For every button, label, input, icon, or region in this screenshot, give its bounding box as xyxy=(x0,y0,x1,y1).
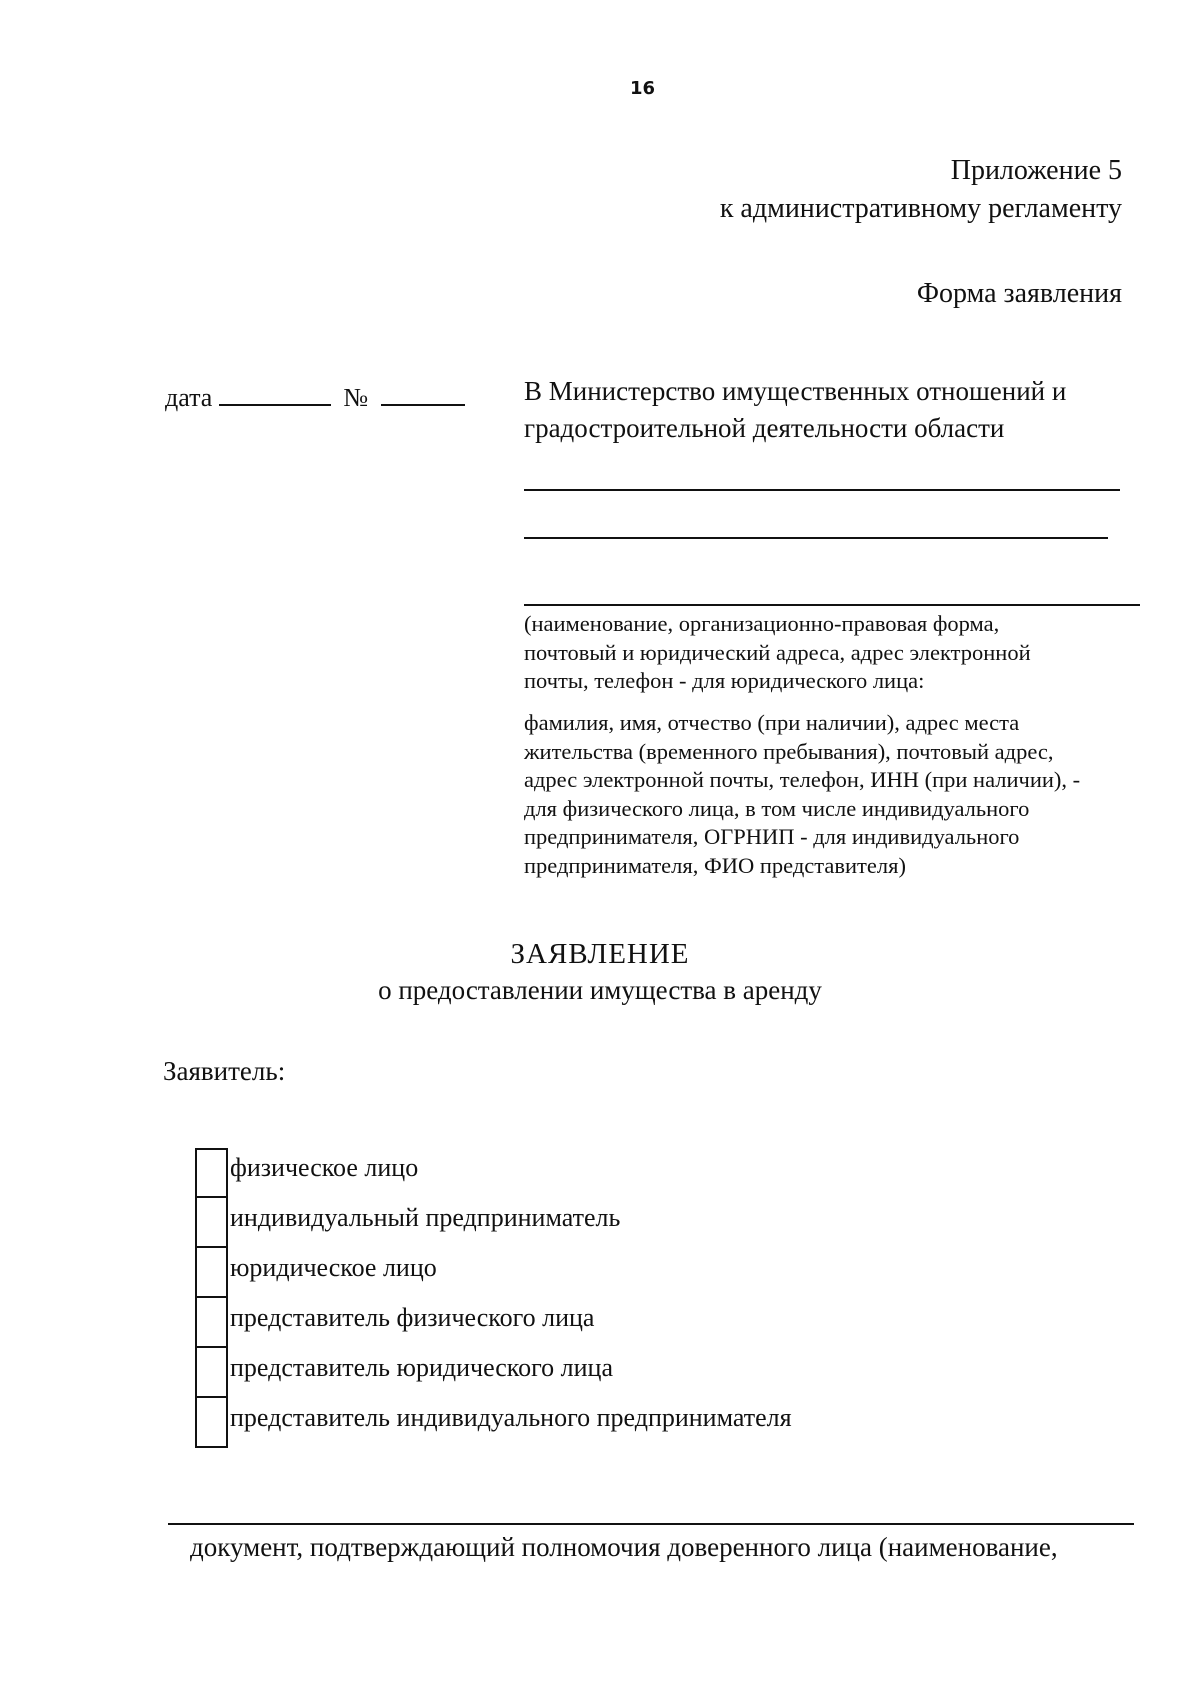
form-label: Форма заявления xyxy=(916,278,1122,309)
number-field[interactable] xyxy=(381,382,465,406)
applicant-label: Заявитель: xyxy=(163,1056,286,1086)
addressee: В Министерство имущественных отношений и градостроительной деятельности области xyxy=(524,376,1067,443)
checkbox[interactable] xyxy=(195,1148,228,1198)
date-field[interactable] xyxy=(219,382,331,406)
checkbox[interactable] xyxy=(195,1248,228,1298)
addressee-line-1[interactable] xyxy=(524,489,1120,491)
applicant-note-legal-entity: (наименование, организационно-правовая форма, почтовый и юридический адреса, адрес электронной почты, телефон - для юридического лица: xyxy=(524,611,1031,693)
appendix-title: Приложение 5 xyxy=(950,155,1122,186)
statement-title: ЗАЯВЛЕНИЕ xyxy=(510,938,690,970)
checkbox[interactable] xyxy=(195,1198,228,1248)
document-field-line[interactable] xyxy=(168,1523,1134,1525)
checkbox[interactable] xyxy=(195,1398,228,1448)
option-label: представитель юридического лица xyxy=(230,1353,613,1382)
option-label: юридическое лицо xyxy=(230,1253,437,1282)
number-label: № xyxy=(343,383,369,412)
option-label: индивидуальный предприниматель xyxy=(230,1203,621,1232)
addressee-line-3[interactable] xyxy=(524,604,1140,606)
appendix-subtitle: к административному регламенту xyxy=(719,193,1122,224)
page-number: 16 xyxy=(630,78,656,99)
option-label: представитель индивидуального предпринимателя xyxy=(230,1403,792,1432)
footer-text: документ, подтверждающий полномочия доверенного лица (наименование, xyxy=(190,1532,1058,1562)
option-label: представитель физического лица xyxy=(230,1303,595,1332)
addressee-line-2[interactable] xyxy=(524,537,1108,539)
checkbox[interactable] xyxy=(195,1298,228,1348)
applicant-note-individual: фамилия, имя, отчество (при наличии), адрес места жительства (временного пребывания), почтовый адрес, адрес электронной почты, телефон, ИНН (при наличии), - для физического лица, в том числе индивидуального предпринимателя, ОГРНИП - для индивидуального предпринимателя, ФИО представителя) xyxy=(524,710,1081,878)
checkbox[interactable] xyxy=(195,1348,228,1398)
date-label: дата xyxy=(165,383,213,412)
date-number-line xyxy=(165,382,465,413)
statement-subtitle: о предоставлении имущества в аренду xyxy=(378,975,822,1005)
option-label: физическое лицо xyxy=(230,1153,419,1182)
